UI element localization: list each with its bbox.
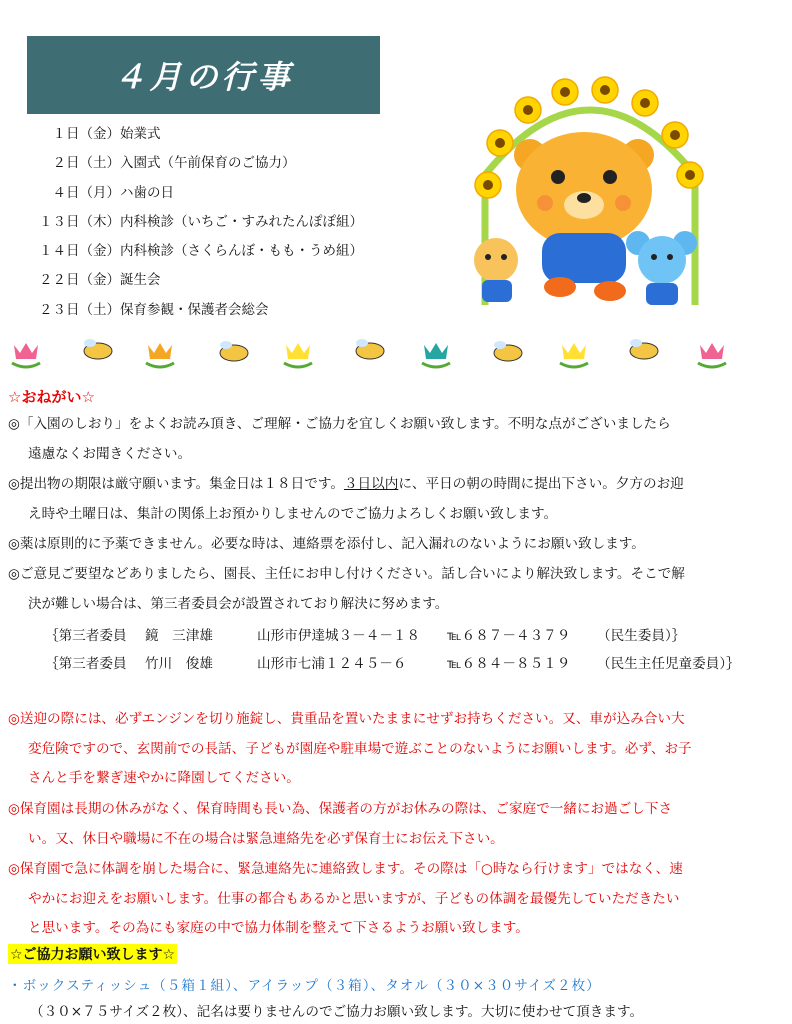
event-list [30,120,363,325]
event-item [30,149,363,178]
committee-member: ｛第三者委員 鏡 三津雄 山形市伊達城３－４－１８ ℡６８７－４３７９ （民生委員）｝ [45,628,686,644]
tulip-icon [146,343,174,367]
bee-icon [494,341,522,361]
bee-icon [356,339,384,359]
bee-icon [220,341,248,361]
event-item [30,296,363,325]
event-desc: 内科検診（いちご・すみれたんぽぽ組） [120,213,363,230]
event-date: ４日（月） [52,184,120,201]
event-item [30,237,363,266]
request-item-deadline: ◎提出物の期限は厳守願います。集金日は１８日です。３日以内に、平日の朝の時間に提出下さい。夕方のお迎 え時や土曜日は、集計の関係上お預かりしませんのでご協力よろしくお願い致します。 [8,476,684,522]
warning-pickup: ◎送迎の際には、必ずエンジンを切り施錠し、貴重品を置いたままにせずお持ちください。又、車が込み合い大 変危険ですので、玄関前での長話、子どもが園庭や駐車場で遊ぶことのないようにお願いします。必ず、お子 さんと手を繋ぎ速やかに降園してください。 [8,711,692,786]
event-date: １４日（金） [39,243,120,260]
warning-holidays: ◎保育園は長期の休みがなく、保育時間も長い為、保護者の方がお休みの際は、ご家庭で一緒にお過ごし下さ い。又、休日や職場に不在の場合は緊急連絡先を必ず保育士にお伝え下さい。 [8,801,673,847]
cooperation-heading: ☆ご協力お願い致します☆ [8,944,177,964]
event-item [30,120,363,149]
event-date: ２２日（金） [39,272,120,289]
bee-icon [630,339,658,359]
tulip-icon [12,343,40,367]
event-desc: 始業式 [120,126,161,142]
tulip-icon [698,343,726,367]
title-banner [27,36,380,114]
event-desc: 入園式（午前保育のご協力） [120,155,296,172]
event-item [30,266,363,295]
page-title: ４月の行事 [113,58,294,96]
event-item [30,179,363,208]
bear-sunflower-illustration [460,65,720,315]
committee-member: ｛第三者委員 竹川 俊雄 山形市七浦１２４５－６ ℡６８４－８５１９ （民生主任児童委員）｝ [45,656,740,672]
bee-icon [84,339,112,359]
request-item-medicine: ◎薬は原則的に予薬できません。必要な時は、連絡票を添付し、記入漏れのないようにお願い致します。 [8,536,645,552]
event-desc: 保育参観・保護者会総会 [120,301,269,318]
request-heading: ☆おねがい☆ [8,388,95,406]
request-item-handbook: ◎「入園のしおり」をよくお読み頂き、ご理解・ご協力を宜しくお願い致します。不明な点がございましたら 遠慮なくお聞きください。 [8,416,671,462]
event-date: １日（金） [52,126,120,142]
request-item-opinions: ◎ご意見ご要望などありましたら、園長、主任にお申し付けください。話し合いにより解決致します。そこで解 決が難しい場合は、第三者委員会が設置されており解決に努めます。 [8,566,685,612]
event-date: １３日（木） [39,213,120,230]
tulip-icon [560,343,588,367]
tulip-icon [422,343,450,367]
event-desc: 内科検診（さくらんぼ・もも・うめ組） [120,243,363,260]
cooperation-note: （３０×７５サイズ２枚）、記名は要りませんのでご協力お願い致します。大切に使わせて頂きます。 [30,1004,644,1020]
cooperation-item: ・ボックスティッシュ（５箱１組）、アイラップ（３箱）、タオル（３０×３０サイズ２枚） [8,978,601,994]
event-item [30,208,363,237]
event-date: ２３日（土） [39,301,120,318]
event-desc: 誕生会 [120,272,161,289]
tulip-icon [284,343,312,367]
tulip-bee-border [0,335,792,371]
event-date: ２日（土） [52,155,120,172]
event-desc: ハ歯の日 [120,184,174,201]
warning-illness: ◎保育園で急に体調を崩した場合に、緊急連絡先に連絡致します。その際は「○時なら行けます」ではなく、速 やかにお迎えをお願いします。仕事の都合もあるかと思いますが、子どもの体調を最優先していただきたい と思います。その為にも家庭の中で協力体制を整えて下さるようお願い致します。 [8,861,683,936]
